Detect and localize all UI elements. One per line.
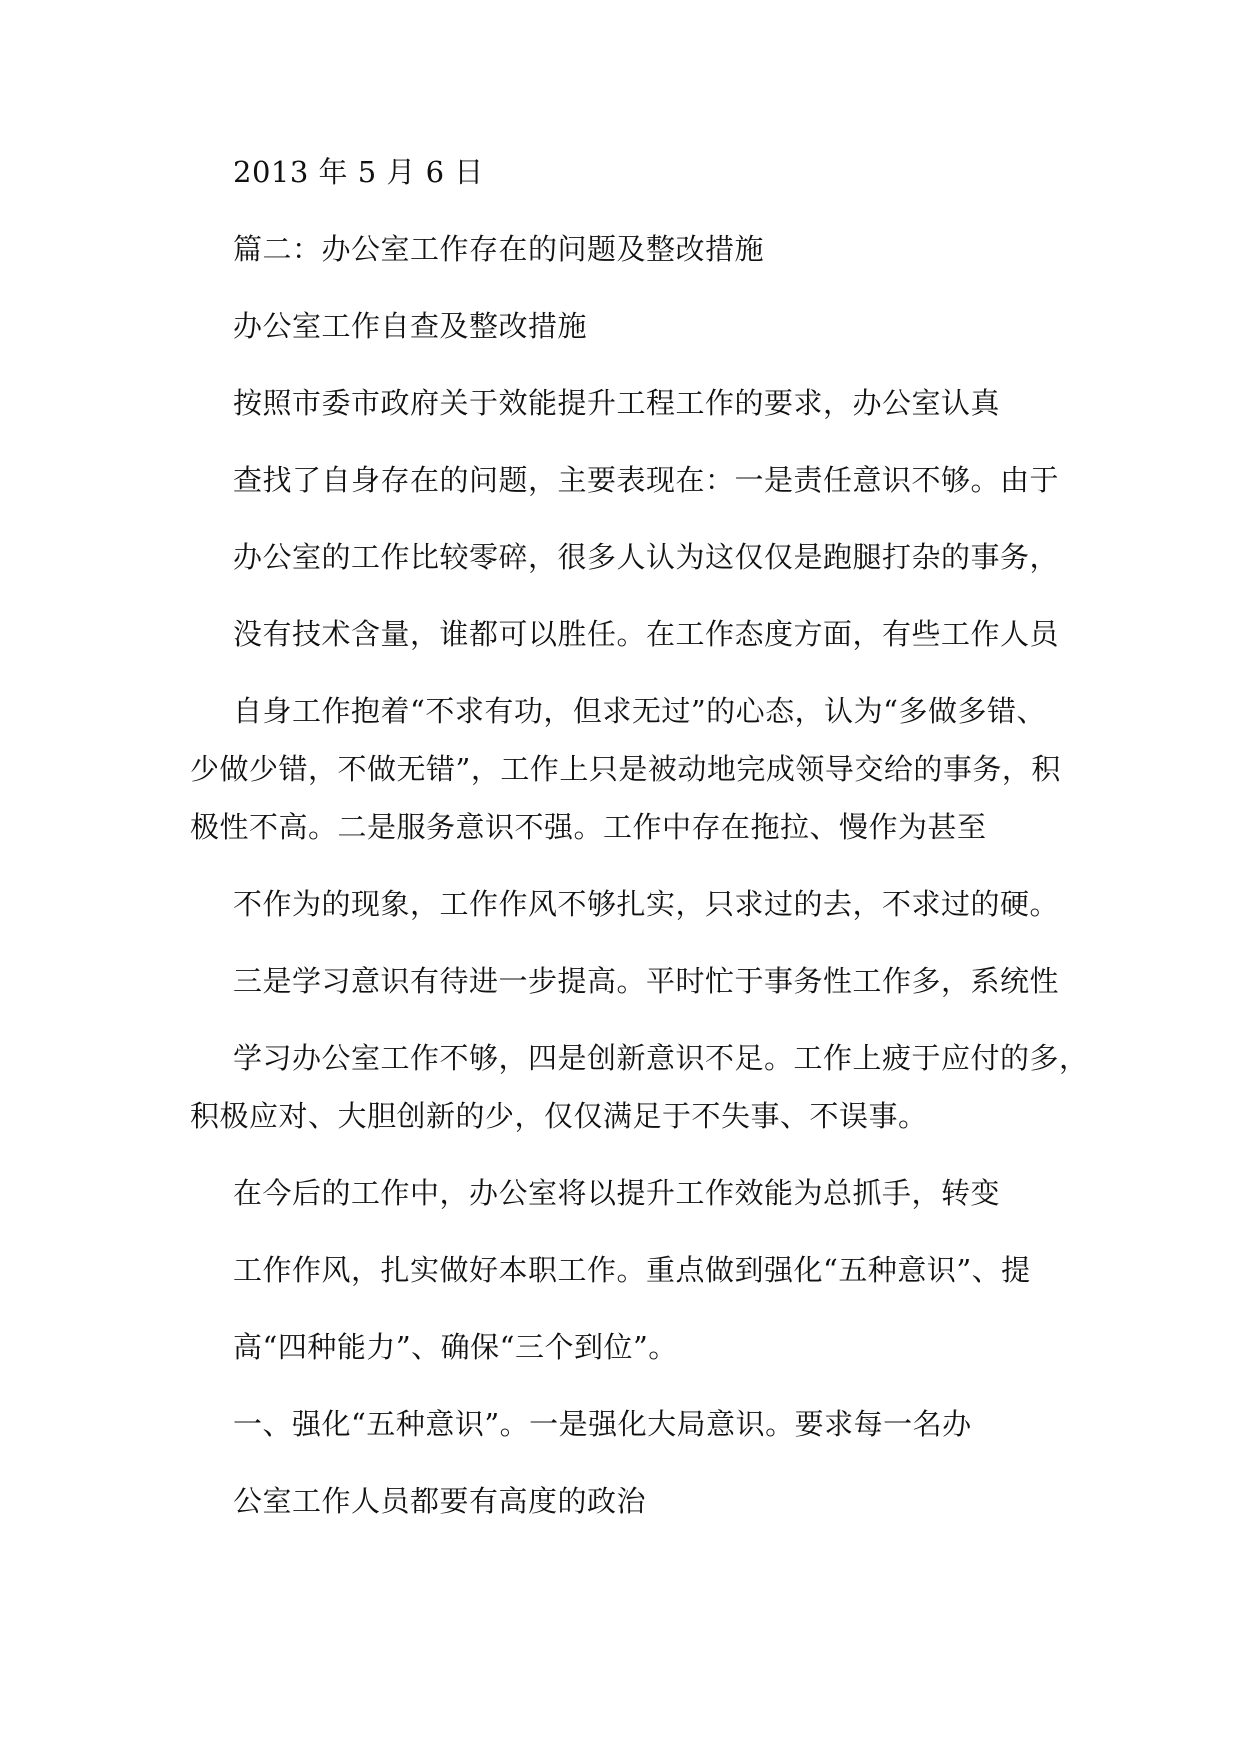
text-line: 少做少错，不做无错”，工作上只是被动地完成领导交给的事务，积 <box>190 752 1061 786</box>
text-line: 积极应对、大胆创新的少，仅仅满足于不失事、不误事。 <box>190 1099 928 1133</box>
date-line: 2013 年 5 月 6 日 <box>233 155 484 189</box>
text-line: 极性不高。二是服务意识不强。工作中存在拖拉、慢作为甚至 <box>190 810 987 844</box>
text-line: 没有技术含量，谁都可以胜任。在工作态度方面，有些工作人员 <box>233 617 1060 651</box>
text-line: 公室工作人员都要有高度的政治 <box>233 1484 647 1518</box>
text-line: 三是学习意识有待进一步提高。平时忙于事务性工作多，系统性 <box>233 964 1060 998</box>
text-line: 在今后的工作中，办公室将以提升工作效能为总抓手，转变 <box>233 1176 1001 1210</box>
document-title: 办公室工作自查及整改措施 <box>233 309 588 343</box>
text-line: 查找了自身存在的问题，主要表现在：一是责任意识不够。由于 <box>233 463 1060 497</box>
text-line: 办公室的工作比较零碎，很多人认为这仅仅是跑腿打杂的事务， <box>233 540 1060 574</box>
text-line: 按照市委市政府关于效能提升工程工作的要求，办公室认真 <box>233 386 1001 420</box>
text-line: 工作作风，扎实做好本职工作。重点做到强化“五种意识”、提 <box>233 1253 1031 1287</box>
text-line: 一、强化“五种意识”。一是强化大局意识。要求每一名办 <box>233 1407 972 1441</box>
section-heading: 篇二：办公室工作存在的问题及整改措施 <box>233 232 765 266</box>
text-line: 高“四种能力”、确保“三个到位”。 <box>233 1330 678 1364</box>
text-line: 学习办公室工作不够，四是创新意识不足。工作上疲于应付的多， <box>233 1041 1089 1075</box>
text-line: 不作为的现象，工作作风不够扎实，只求过的去，不求过的硬。 <box>233 887 1060 921</box>
text-line: 自身工作抱着“不求有功，但求无过”的心态，认为“多做多错、 <box>233 694 1046 728</box>
